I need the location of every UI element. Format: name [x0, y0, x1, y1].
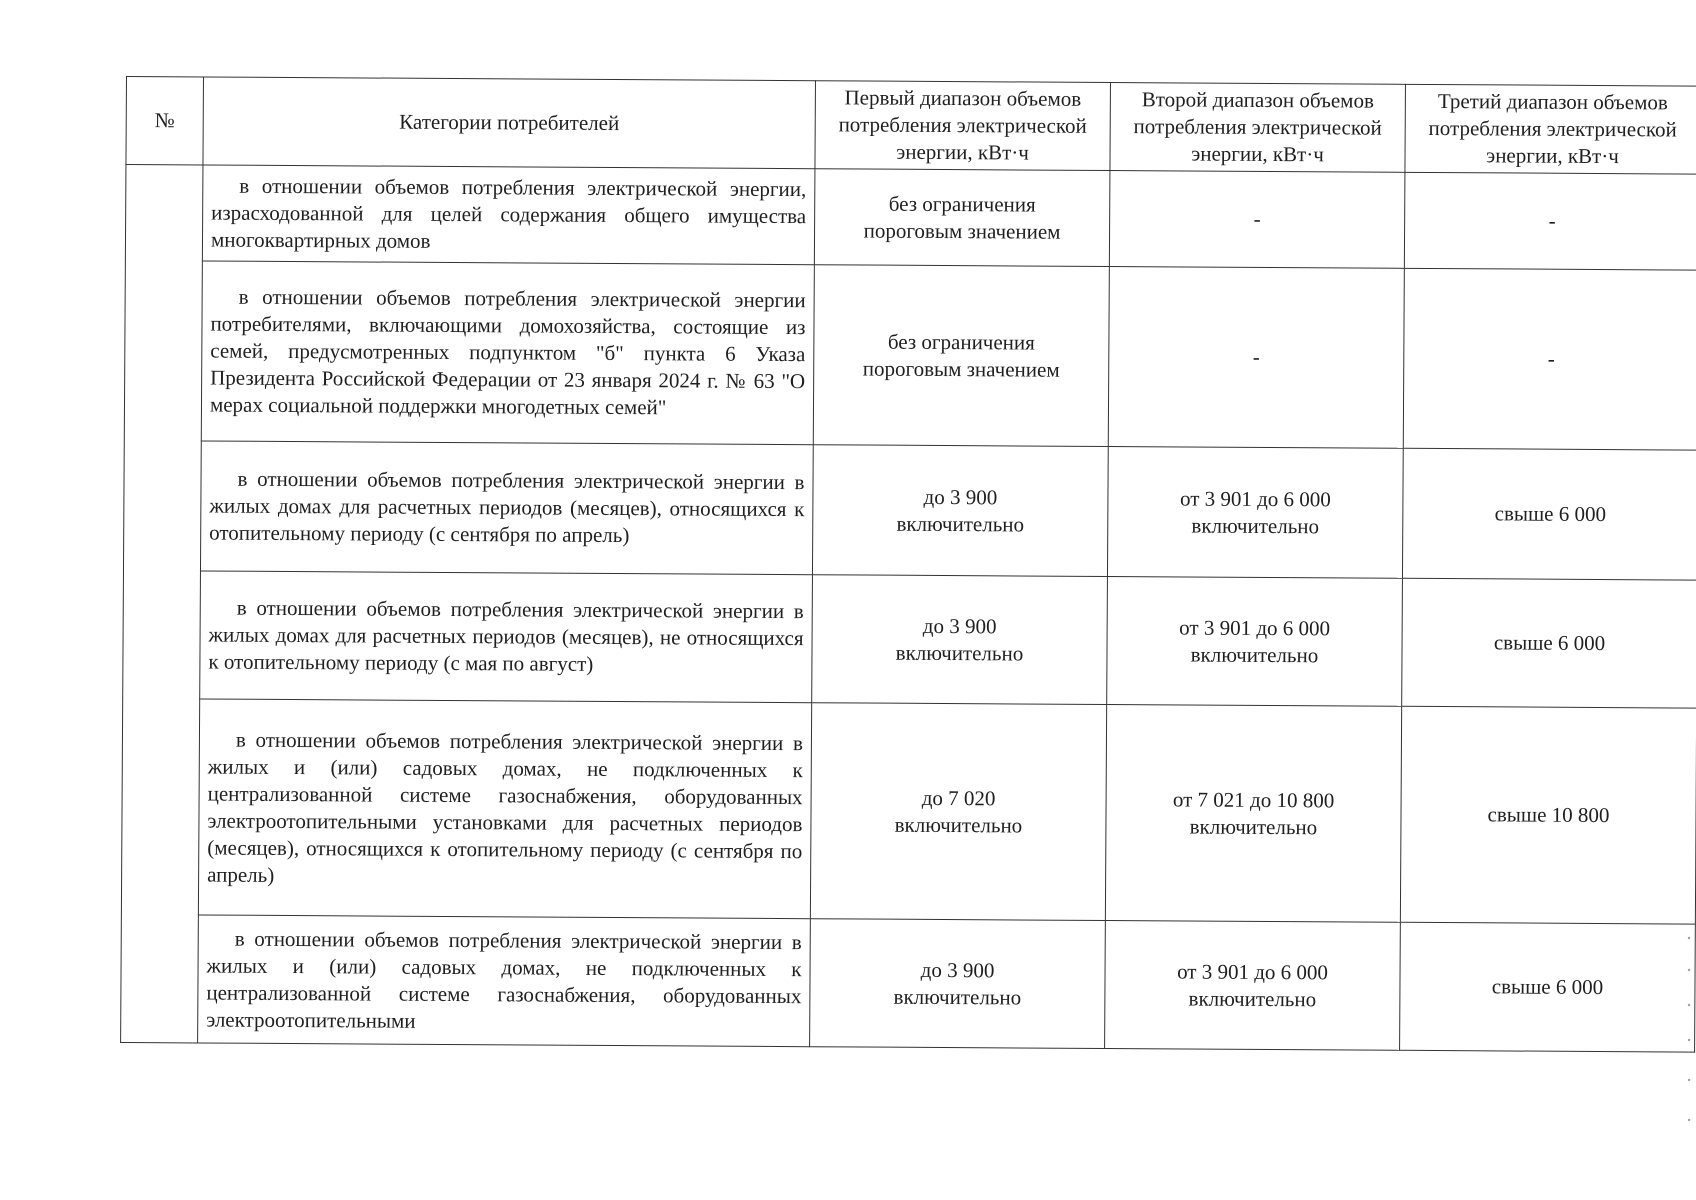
range-1-note: включительно	[894, 812, 1023, 838]
category-cell: в отношении объемов потребления электрической энергии в жилых домах для расчетных периодов (месяцев), относящихся к отопительному периоду (с сентября по апрель)	[200, 441, 813, 575]
header-range-1: Первый диапазон объемов потребления электрической энергии, кВт·ч	[815, 81, 1111, 171]
scan-dots-icon	[1686, 930, 1692, 1170]
range-1-cell	[810, 919, 1106, 1049]
table-row	[121, 699, 1696, 925]
range-1-value: без ограничения	[888, 191, 1036, 217]
range-2-note: включительно	[1191, 513, 1320, 539]
range-3-cell	[1404, 173, 1696, 271]
range-2-note: включительно	[1190, 642, 1319, 668]
tariff-table	[120, 76, 1696, 1053]
table-row	[123, 441, 1696, 581]
range-2-note: включительно	[1188, 986, 1317, 1012]
header-category: Категории потребителей	[203, 77, 816, 169]
range-1-note: включительно	[896, 511, 1025, 537]
range-2-value: -	[1253, 207, 1261, 232]
range-2-value: от 3 901 до 6 000	[1179, 615, 1331, 641]
range-1-note: пороговым значением	[863, 218, 1061, 244]
range-2-cell	[1109, 171, 1405, 269]
category-cell: в отношении объемов потребления электрической энергии, израсходованной для целей содержания общего имущества многоквартирных домов	[202, 165, 815, 265]
number-cell	[121, 165, 203, 1043]
range-1-value: до 3 900	[920, 957, 995, 982]
header-row	[126, 77, 1696, 175]
range-1-note: включительно	[895, 640, 1024, 666]
range-1-value: до 3 900	[922, 613, 997, 638]
table-row	[124, 261, 1696, 451]
category-cell: в отношении объемов потребления электрической энергии в жилых домах для расчетных периодов (месяцев), не относящихся к отопительному периоду (с мая по август)	[200, 571, 813, 703]
range-2-cell	[1107, 577, 1403, 707]
range-1-value: до 3 900	[923, 484, 998, 509]
range-3-cell	[1400, 707, 1696, 925]
range-1-cell	[812, 445, 1108, 577]
range-2-value: от 7 021 до 10 800	[1172, 787, 1335, 813]
category-cell: в отношении объемов потребления электрической энергии в жилых и (или) садовых домах, не подключенных к централизованной системе газоснабжения, оборудованных электроотопительными	[198, 915, 811, 1047]
category-cell: в отношении объемов потребления электрической энергии потребителями, включающими домохозяйства, состоящие из семей, предусмотренных подпунктом "б" пункта 6 Указа Президента Российской Федерации от 23 января 2024 г. № 63 "О мерах социальной поддержки многодетных семей"	[201, 261, 814, 445]
range-3-cell	[1400, 923, 1696, 1053]
range-3-value: свыше 6 000	[1493, 630, 1606, 656]
table-row	[121, 915, 1696, 1053]
range-2-cell	[1107, 447, 1403, 579]
range-2-cell	[1105, 705, 1401, 923]
range-3-value: свыше 6 000	[1491, 974, 1604, 1000]
range-1-cell	[814, 169, 1110, 267]
table-row	[123, 571, 1696, 709]
range-1-cell	[812, 575, 1108, 705]
range-1-note: включительно	[893, 984, 1022, 1010]
range-2-note: включительно	[1189, 814, 1318, 840]
scan-edge-marks	[1686, 930, 1692, 1170]
range-3-cell	[1403, 269, 1696, 451]
range-2-cell	[1108, 267, 1404, 449]
range-1-cell	[810, 703, 1106, 921]
range-3-cell	[1402, 579, 1696, 709]
header-range-2: Второй диапазон объемов потребления электрической энергии, кВт·ч	[1110, 83, 1406, 173]
range-3-cell	[1402, 449, 1696, 581]
range-3-value: свыше 6 000	[1494, 501, 1607, 527]
table-row	[125, 165, 1696, 271]
range-2-value: -	[1252, 345, 1260, 370]
header-number: №	[126, 77, 204, 166]
range-2-cell	[1105, 921, 1401, 1051]
range-1-value: без ограничения	[887, 329, 1035, 355]
range-2-value: от 3 901 до 6 000	[1179, 486, 1331, 512]
range-2-value: от 3 901 до 6 000	[1177, 959, 1329, 985]
range-1-value: до 7 020	[921, 785, 996, 810]
range-3-value: -	[1547, 346, 1555, 371]
category-cell: в отношении объемов потребления электрической энергии в жилых и (или) садовых домах, не подключенных к централизованной системе газоснабжения, оборудованных электроотопительными установками для расчетных периодов (месяцев), относящихся к отопительному периоду (с сентября по апрель)	[198, 699, 811, 919]
range-1-cell	[813, 265, 1109, 447]
range-1-note: пороговым значением	[862, 356, 1060, 382]
range-3-value: -	[1548, 208, 1556, 233]
header-range-3: Третий диапазон объемов потребления электрической энергии, кВт·ч	[1405, 84, 1696, 174]
range-3-value: свыше 10 800	[1487, 802, 1610, 828]
